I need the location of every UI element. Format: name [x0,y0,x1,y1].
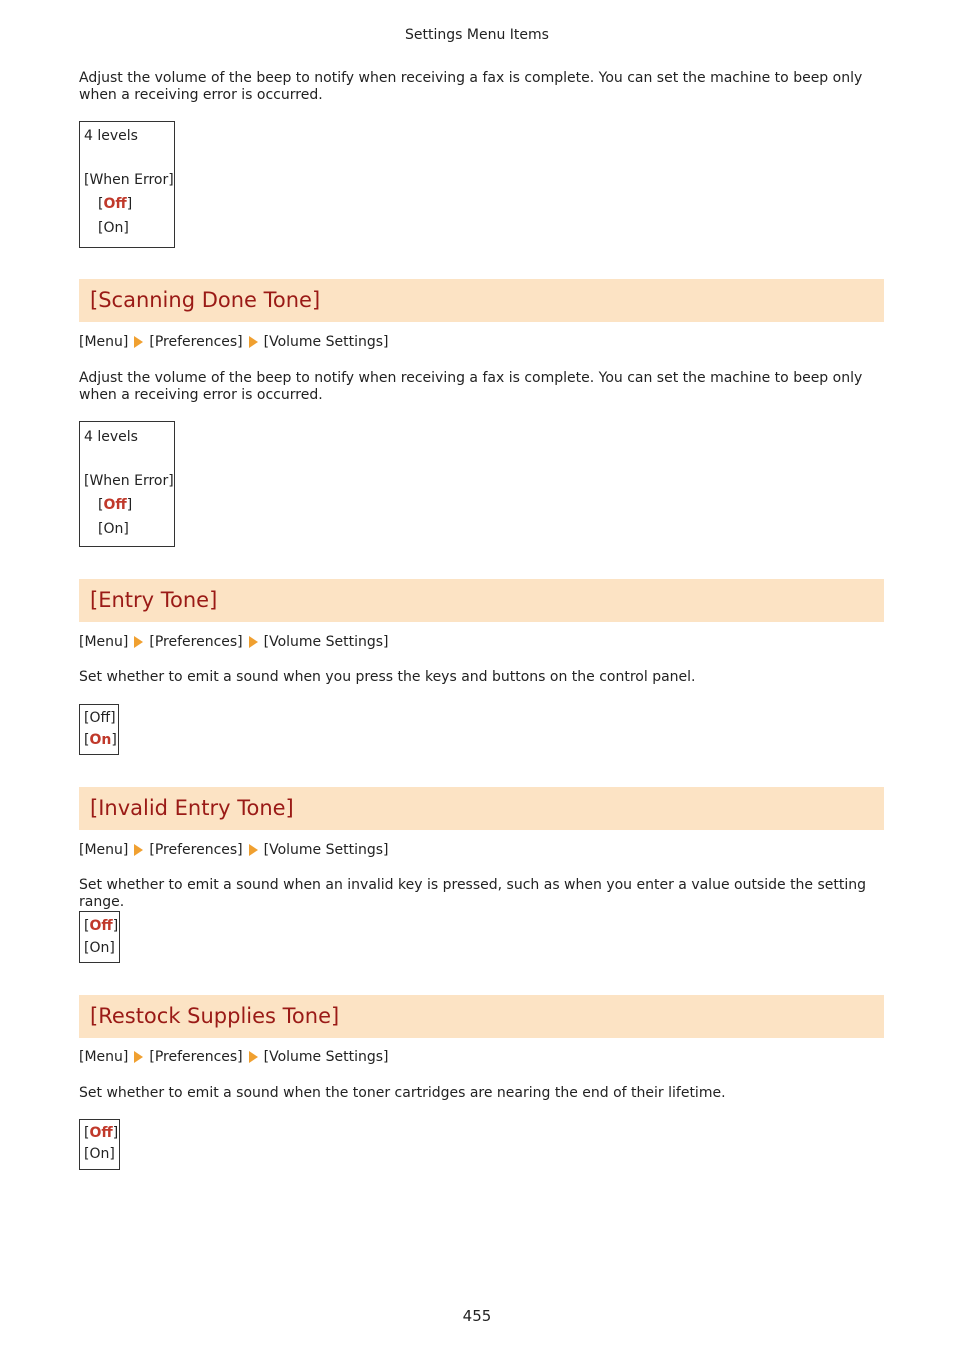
option-levels: 4 levels [84,429,138,445]
arrow-right-icon [134,1051,143,1063]
arrow-right-icon [134,336,143,348]
options-box-scanning-done-tone [79,421,175,547]
option-when-error: [When Error] [84,172,174,188]
breadcrumb [79,841,389,859]
option-on-default: [On] [84,732,117,748]
section-title: [Restock Supplies Tone] [90,1004,340,1028]
option-levels: 4 levels [84,128,138,144]
breadcrumb [79,333,389,351]
breadcrumb [79,633,389,651]
section-title: [Entry Tone] [90,588,218,612]
breadcrumb-volume-settings: [Volume Settings] [263,634,389,650]
breadcrumb-preferences: [Preferences] [149,1049,243,1065]
arrow-right-icon [249,636,258,648]
arrow-right-icon [134,636,143,648]
option-off: [Off] [84,710,116,726]
arrow-right-icon [249,1051,258,1063]
option-off-default: [Off] [98,196,133,212]
breadcrumb-menu: [Menu] [79,334,129,350]
breadcrumb-menu: [Menu] [79,842,129,858]
option-on: [On] [84,1146,115,1162]
options-box-restock-supplies-tone [79,1119,120,1170]
option-off-default: [Off] [84,918,119,934]
breadcrumb-volume-settings: [Volume Settings] [263,1049,389,1065]
arrow-right-icon [249,844,258,856]
breadcrumb-volume-settings: [Volume Settings] [263,334,389,350]
running-header: Settings Menu Items [405,27,549,43]
section-description: Set whether to emit a sound when you press the keys and buttons on the control panel. [79,669,696,685]
intro-description: Adjust the volume of the beep to notify when receiving a fax is complete. You can set the machine to beep only when a receiving error is occurred. [79,70,863,103]
option-when-error: [When Error] [84,473,174,489]
breadcrumb-preferences: [Preferences] [149,842,243,858]
breadcrumb-menu: [Menu] [79,634,129,650]
breadcrumb [79,1048,389,1066]
page-number: 455 [462,1307,492,1325]
section-header-invalid-entry-tone [79,787,884,830]
option-off-default: [Off] [84,1125,119,1141]
section-header-restock-supplies-tone [79,995,884,1038]
section-description: Set whether to emit a sound when the toner cartridges are nearing the end of their lifetime. [79,1085,726,1101]
intro-options-box [79,121,175,248]
breadcrumb-preferences: [Preferences] [149,634,243,650]
option-off-default: [Off] [98,497,133,513]
breadcrumb-preferences: [Preferences] [149,334,243,350]
section-header-scanning-done-tone [79,279,884,322]
option-on: [On] [98,220,129,236]
breadcrumb-volume-settings: [Volume Settings] [263,842,389,858]
section-header-entry-tone [79,579,884,622]
section-description: Set whether to emit a sound when an invalid key is pressed, such as when you enter a value outside the setting range. [79,877,867,910]
options-box-entry-tone [79,704,119,755]
section-title: [Scanning Done Tone] [90,288,321,312]
breadcrumb-menu: [Menu] [79,1049,129,1065]
arrow-right-icon [134,844,143,856]
section-title: [Invalid Entry Tone] [90,796,294,820]
option-on: [On] [98,521,129,537]
options-box-invalid-entry-tone [79,911,120,963]
arrow-right-icon [249,336,258,348]
option-on: [On] [84,940,115,956]
section-description: Adjust the volume of the beep to notify when receiving a fax is complete. You can set the machine to beep only when a receiving error is occurred. [79,370,863,403]
